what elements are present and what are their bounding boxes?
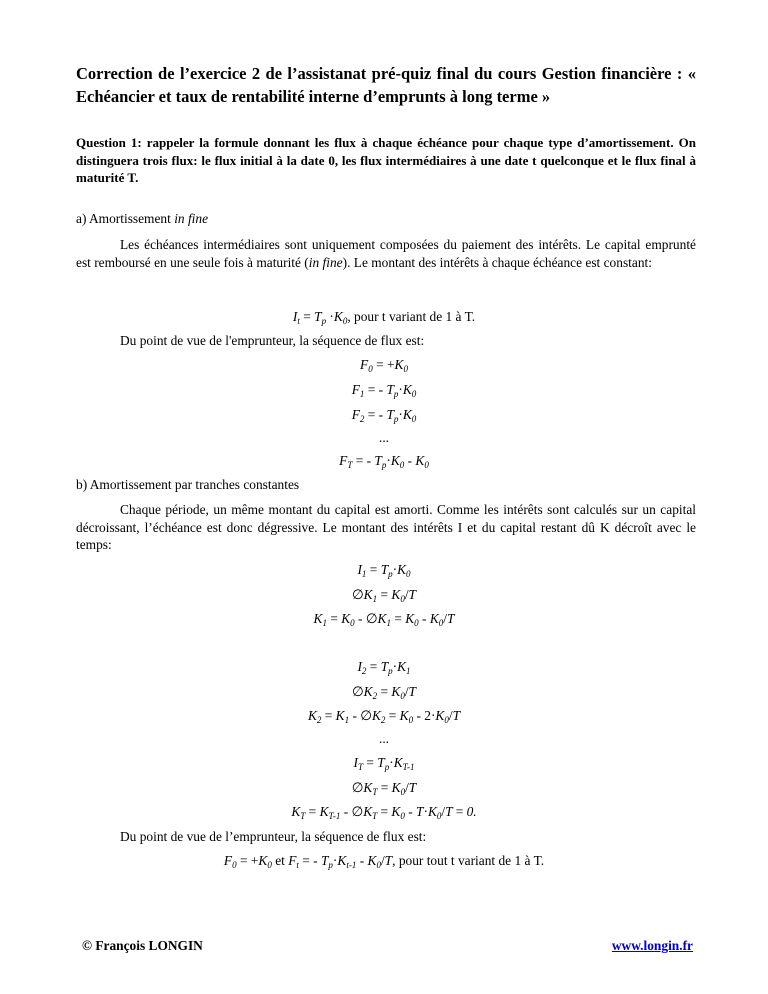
equation-b-k1: $K_1 = K_0$ - $\emptyset K_1 = K_0 - K_0/T$ — [313, 611, 455, 628]
equation-a-f2: $F_2$ = - $T_p\cdot K_0$ — [351, 407, 417, 424]
equation-b-i1: $I_1 = T_p\cdot K_0$ — [357, 562, 411, 579]
section-b-flows-intro: Du point de vue de l’emprunteur, la séquence de flux est: — [120, 829, 427, 844]
equation-b-dk2: $\emptyset K_2 = K_0/T$ — [352, 684, 416, 701]
equation-interest-constant: $I_t = T_p \cdot K_0$, pour t variant de 1 à T. — [292, 309, 476, 326]
section-a-heading: a) Amortissement in fine — [76, 211, 209, 226]
ellipsis-a: ... — [378, 430, 390, 445]
section-a-paragraph: Les échéances intermédiaires sont uniquement composées du paiement des intérêts. Le capital emprunté est remboursé en une seule fois à maturité (in fine). Le montant des intérêts à chaque échéance est constant: — [76, 237, 696, 270]
section-b-heading: b) Amortissement par tranches constantes — [76, 477, 300, 492]
footer-author: © François LONGIN — [82, 938, 203, 953]
equation-b-k2: $K_2 = K_1$ - $\emptyset K_2 = K_0 - 2\cdot K_0/T$ — [307, 708, 461, 725]
equation-b-it: $I_T = T_p\cdot K_{T-1}$ — [353, 755, 415, 772]
equation-b-kt: $K_T = K_{T-1}$ - $\emptyset K_T = K_0 - T\cdot K_0/T = 0$. — [291, 804, 477, 821]
equation-a-f0: $F_0 = +K_0$ — [360, 357, 408, 374]
question-1: Question 1: rappeler la formule donnant les flux à chaque échéance pour chaque type d’amortissement. On distinguera trois flux: le flux initial à la date 0, les flux intermédiaires à une date t quelconque et le flux final à maturité T. — [76, 135, 696, 185]
equation-a-f1: $F_1$ = - $T_p\cdot K_0$ — [351, 382, 417, 399]
equation-b-dk1: $\emptyset K_1 = K_0/T$ — [352, 587, 416, 604]
section-a-flows-intro: Du point de vue de l'emprunteur, la séquence de flux est: — [120, 333, 425, 348]
equation-b-i2: $I_2 = T_p\cdot K_1$ — [357, 659, 411, 676]
equation-b-flows: $F_0 = +K_0$ et $F_t$ = - $T_p\cdot K_{t-1} - K_0/T$, pour tout t variant de 1 à T. — [223, 853, 545, 870]
equation-b-dkt: $\emptyset K_T = K_0/T$ — [351, 780, 417, 797]
footer-website-link[interactable]: www.longin.fr — [611, 938, 693, 953]
section-b-paragraph: Chaque période, un même montant du capital est amorti. Comme les intérêts sont calculés sur un capital décroissant, l’échéance est donc dégressive. Le montant des intérêts I et du capital restant dû K décroît avec le temps: — [76, 502, 696, 552]
ellipsis-b: ... — [378, 731, 390, 746]
document-title: Correction de l’exercice 2 de l’assistanat pré-quiz final du cours Gestion financière : « Echéancier et taux de rentabilité interne d’emprunts à long terme » — [76, 64, 696, 106]
equation-a-ft: $F_T$ = - $T_p\cdot K_0 - K_0$ — [339, 453, 429, 470]
